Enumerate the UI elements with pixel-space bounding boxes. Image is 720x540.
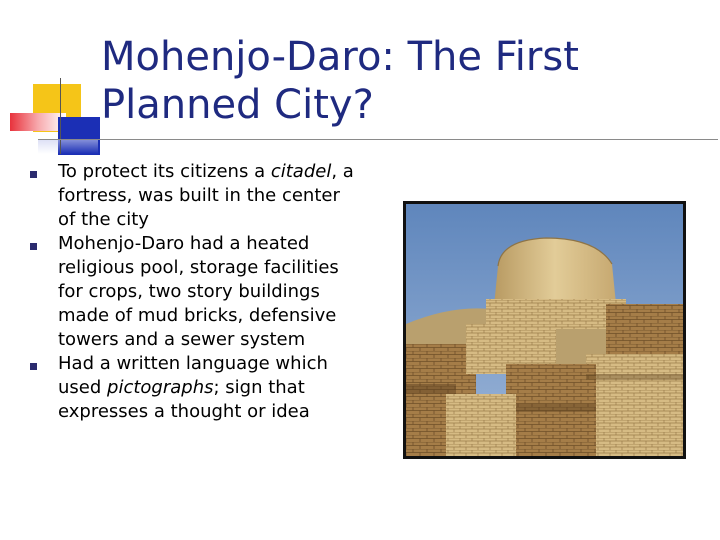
bullet-item-facilities: [26, 232, 361, 352]
decor-vertical-line: [60, 78, 61, 154]
term-citadel: citadel: [270, 161, 332, 182]
title-divider: [38, 139, 718, 140]
bullet-text: Mohenjo-Daro had a heated religious pool, storage facilities for crops, two story buildings made of mud bricks, defensive towers and a sewer system: [58, 233, 339, 350]
bullet-text: Had a written language which used: [58, 353, 328, 398]
bullet-text: ; sign that expresses a thought or idea: [58, 377, 310, 422]
ruins-illustration: [406, 204, 683, 456]
decor-blue-fade: [38, 140, 98, 154]
bullet-item-pictographs: [26, 352, 361, 424]
bullet-list: [26, 160, 361, 424]
square-bullet-icon: [30, 171, 37, 178]
bullet-text: , a fortress, was built in the center of the city: [58, 161, 354, 230]
square-bullet-icon: [30, 243, 37, 250]
square-bullet-icon: [30, 363, 37, 370]
slide-title: [101, 33, 701, 129]
mohenjo-daro-ruins-photo: [403, 201, 686, 459]
bullet-item-citadel: [26, 160, 361, 232]
bullet-text: To protect its citizens a: [58, 161, 271, 182]
slide-title-line-2: Planned City?: [101, 82, 374, 128]
slide-title-line-1: Mohenjo-Daro: The First: [101, 34, 579, 80]
term-pictographs: pictographs: [107, 377, 214, 398]
